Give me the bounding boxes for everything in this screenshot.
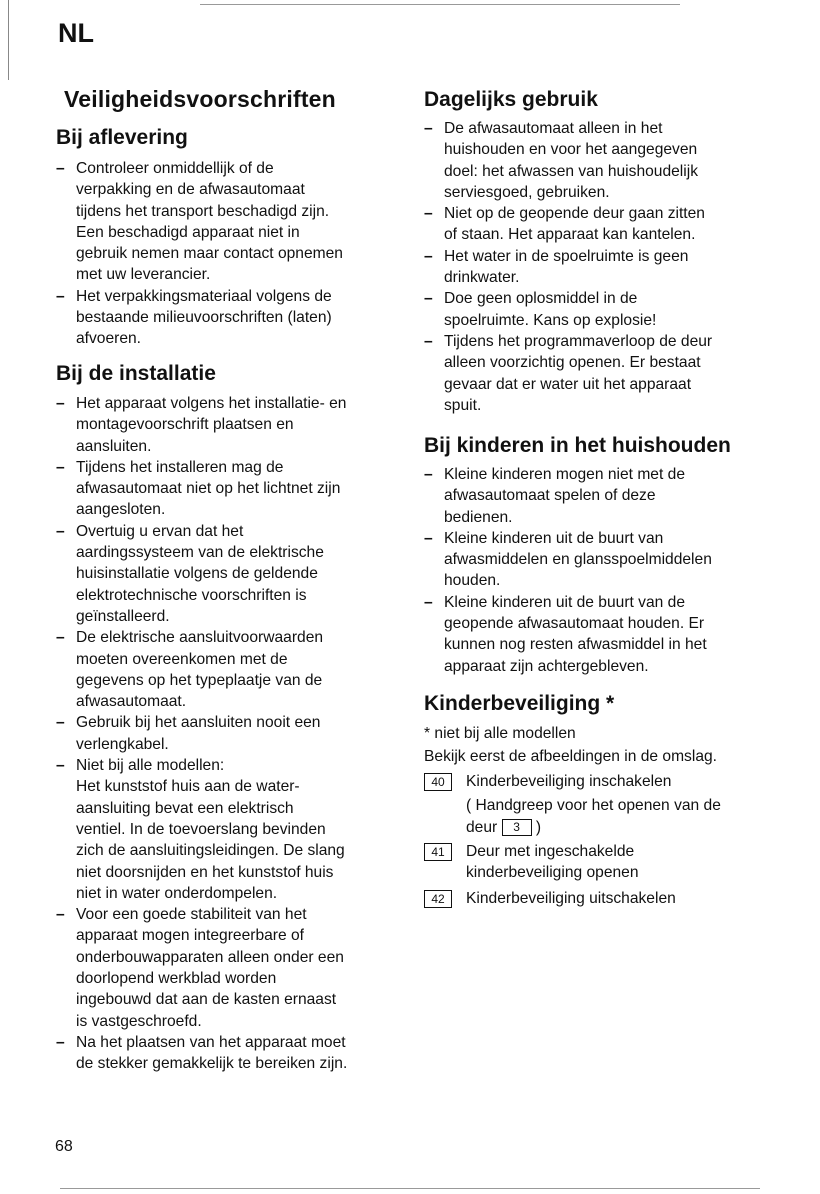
- dash-marker: –: [424, 205, 433, 223]
- dash-marker: –: [56, 757, 65, 775]
- section-title-installatie: Bij de installatie: [56, 362, 216, 385]
- dash-marker: –: [56, 1033, 65, 1051]
- list-item: – Overtuig u ervan dat het aardingssysteem van de elektrische huisinstallatie volgens de geldende elektrotechnische voorschriften is geïnstalleerd.: [56, 522, 324, 625]
- dash-marker: –: [56, 287, 65, 305]
- list-dagelijks: [424, 118, 769, 416]
- dash-marker: –: [56, 714, 65, 732]
- list-item: – Het water in de spoelruimte is geen drinkwater.: [424, 247, 689, 287]
- handle-note-line1: ( Handgreep voor het openen van de: [466, 797, 721, 814]
- page-number: 68: [55, 1138, 73, 1155]
- dash-marker: –: [424, 247, 433, 265]
- handle-note-line2: deur 3 ): [466, 819, 542, 836]
- list-item: – Na het plaatsen van het apparaat moet de stekker gemakkelijk te bereiken zijn.: [56, 1033, 348, 1073]
- list-item: – De afwasautomaat alleen in het huishouden en voor het aangegeven doel: het afwassen van huishoudelijk serviesgoed, gebruiken.: [424, 120, 698, 201]
- list-item: – Niet bij alle modellen: Het kunststof huis aan de water- aansluiting bevat een elektrisch ventiel. In de toevoerslang bevinden zich de aansluitingsleidingen. De slang niet doorsnijden en het kunststof huis niet in water onderdompelen.: [56, 757, 345, 902]
- list-item: – Voor een goede stabiliteit van het apparaat mogen integreerbare of onderbouwapparaten alleen onder een doorlopend werkblad worden ingebouwd dat aan de kasten ernaast is vastgeschroefd.: [56, 906, 344, 1030]
- dash-marker: –: [424, 529, 433, 547]
- page-title: Veiligheidsvoorschriften: [64, 86, 336, 112]
- list-item: – Kleine kinderen uit de buurt van afwasmiddelen en glansspoelmiddelen houden.: [424, 529, 712, 590]
- figure-caption: Kinderbeveiliging inschakelen: [466, 773, 672, 790]
- figure-number-box: 42: [424, 890, 452, 908]
- section-title-kinderen: Bij kinderen in het huishouden: [424, 434, 731, 457]
- figure-ref-42: [424, 888, 769, 910]
- edge-line: [8, 0, 9, 80]
- figure-caption: Deur met ingeschakelde kinderbeveiliging openen: [466, 843, 639, 882]
- list-item: – Tijdens het installeren mag de afwasautomaat niet op het lichtnet zijn aangesloten.: [56, 458, 341, 519]
- figure-ref-41: [424, 841, 769, 885]
- models-note: * niet bij alle modellen: [424, 725, 576, 742]
- dash-marker: –: [424, 120, 433, 137]
- dash-marker: –: [424, 466, 433, 483]
- list-item: – Het verpakkingsmateriaal volgens de bestaande milieuvoorschriften (laten) afvoeren.: [56, 287, 332, 348]
- figure-number-box: 40: [424, 773, 452, 791]
- list-item: – Niet op de geopende deur gaan zitten of staan. Het apparaat kan kantelen.: [424, 205, 705, 244]
- language-code: NL: [58, 18, 94, 48]
- dash-marker: –: [56, 160, 65, 177]
- dash-marker: –: [56, 395, 65, 412]
- dash-marker: –: [56, 458, 65, 476]
- dash-marker: –: [56, 522, 65, 540]
- top-rule: [200, 4, 680, 5]
- section-title-kinderbeveiliging: Kinderbeveiliging *: [424, 692, 615, 715]
- list-item: – Tijdens het programmaverloop de deur alleen voorzichtig openen. Er bestaat gevaar dat er water uit het apparaat spuit.: [424, 332, 713, 414]
- figure-caption: Kinderbeveiliging uitschakelen: [466, 890, 676, 907]
- list-item: – Doe geen oplosmiddel in de spoelruimte. Kans op explosie!: [424, 290, 657, 329]
- list-item: – Kleine kinderen mogen niet met de afwasautomaat spelen of deze bedienen.: [424, 466, 685, 526]
- list-item: – Gebruik bij het aansluiten nooit een verlengkabel.: [56, 714, 321, 753]
- dash-marker: –: [56, 906, 65, 924]
- dash-marker: –: [56, 629, 65, 647]
- figure-ref-40: [424, 771, 769, 793]
- list-kinderen: [424, 464, 769, 677]
- bottom-rule: [60, 1188, 760, 1189]
- dash-marker: –: [424, 593, 433, 611]
- list-item: – Kleine kinderen uit de buurt van de geopende afwasautomaat houden. Er kunnen nog resten afwasmiddel in het apparaat zijn achtergebleven.: [424, 593, 707, 675]
- section-title-dagelijks: Dagelijks gebruik: [424, 88, 598, 111]
- dash-marker: –: [424, 332, 433, 350]
- list-installatie: [56, 393, 396, 1075]
- list-item: – Controleer onmiddellijk of de verpakking en de afwasautomaat tijdens het transport beschadigd zijn. Een beschadigd apparaat niet in gebruik nemen maar contact opnemen met uw leverancier.: [56, 160, 343, 284]
- list-aflevering: [56, 158, 396, 350]
- figure-number-box: 3: [502, 819, 532, 836]
- list-item: – De elektrische aansluitvoorwaarden moeten overeenkomen met de gegevens op het typeplaatje van de afwasautomaat.: [56, 629, 324, 711]
- dash-marker: –: [424, 290, 433, 308]
- figure-number-box: 41: [424, 843, 452, 861]
- intro-text: Bekijk eerst de afbeeldingen in de omslag.: [424, 748, 717, 765]
- section-title-aflevering: Bij aflevering: [56, 126, 188, 149]
- list-item: – Het apparaat volgens het installatie- en montagevoorschrift plaatsen en aansluiten.: [56, 395, 347, 455]
